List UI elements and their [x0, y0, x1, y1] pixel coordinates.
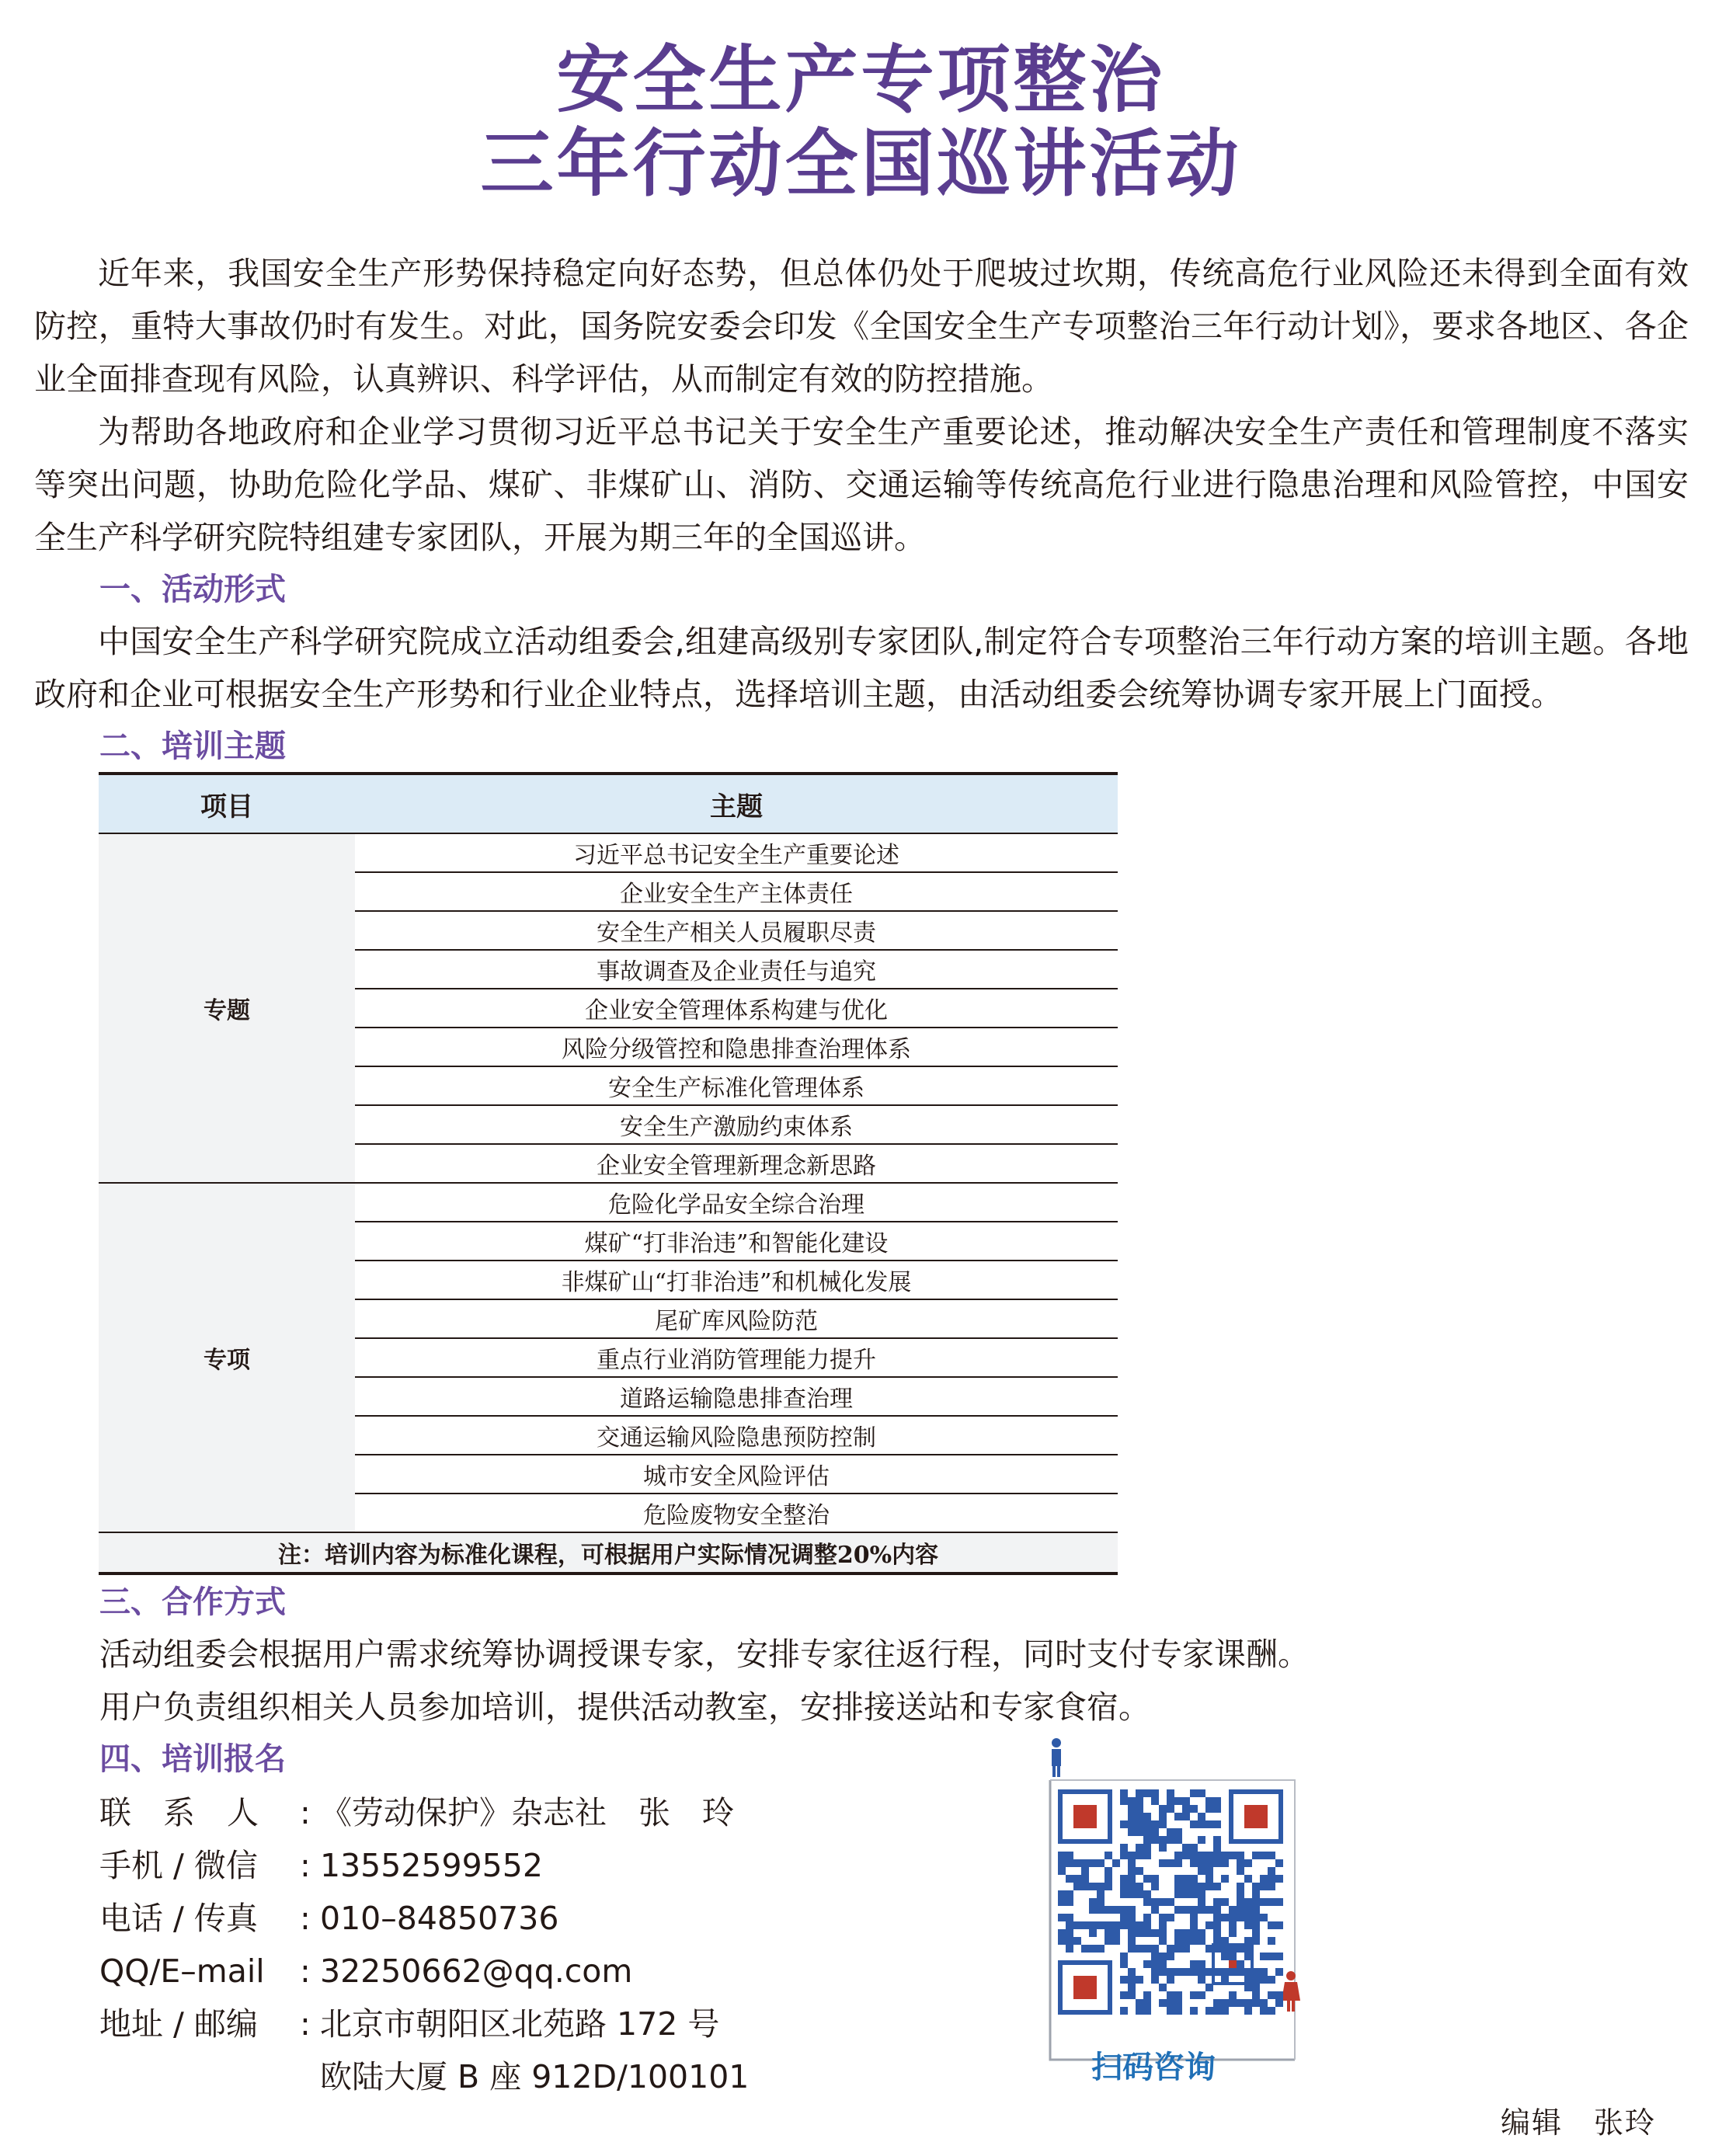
contact-email[interactable]: 32250662@qq.com	[320, 1953, 633, 1990]
section2-heading: 二、培训主题	[99, 729, 286, 764]
page-title	[0, 39, 1722, 207]
contact-sep: :	[300, 2005, 311, 2043]
contact-list	[99, 1786, 749, 2103]
table-header-topic: 主题	[355, 774, 1118, 833]
table-topic-cell: 安全生产标准化管理体系	[355, 1066, 1118, 1105]
table-row	[99, 1183, 1118, 1222]
table-topic-cell: 城市安全风险评估	[355, 1455, 1118, 1494]
table-topic-cell: 重点行业消防管理能力提升	[355, 1338, 1118, 1377]
table-topic-cell: 道路运输隐患排查治理	[355, 1377, 1118, 1416]
contact-row	[99, 2050, 749, 2103]
section4-heading: 四、培训报名	[99, 1741, 286, 1777]
contact-sep	[300, 2050, 320, 2103]
editor-credit: 编辑 张玲	[1501, 2106, 1657, 2140]
section3	[34, 1577, 1689, 1785]
section3-line-2: 用户负责组织相关人员参加培训，提供活动教室，安排接送站和专家食宿。	[99, 1688, 1150, 1726]
intro-paragraph-2: 为帮助各地政府和企业学习贯彻习近平总书记关于安全生产重要论述，推动解决安全生产责任和管理制度不落实等突出问题，协助危险化学品、煤矿、非煤矿山、消防、交通运输等传统高危行业进行隐患治理和风险管控，中国安全生产科学研究院特组建专家团队，开展为期三年的全国巡讲。	[34, 413, 1689, 556]
contact-person: 《劳动保护》杂志社 张 玲	[320, 1794, 734, 1831]
table-row	[99, 833, 1118, 872]
contact-phone[interactable]: 010–84850736	[320, 1900, 559, 1937]
table-topic-cell: 危险化学品安全综合治理	[355, 1183, 1118, 1222]
contact-label: 联 系 人	[99, 1794, 259, 1831]
table-header-category: 项目	[99, 774, 355, 833]
section1-heading: 一、活动形式	[99, 572, 286, 607]
contact-label: 手机 / 微信	[99, 1847, 258, 1884]
table-topic-cell: 安全生产相关人员履职尽责	[355, 911, 1118, 950]
table-body	[99, 833, 1118, 1574]
section3-line-1: 活动组委会根据用户需求统筹协调授课专家，安排专家往返行程，同时支付专家课酬。	[99, 1636, 1310, 1673]
table-topic-cell: 企业安全管理新理念新思路	[355, 1144, 1118, 1183]
section1-text: 中国安全生产科学研究院成立活动组委会,组建高级别专家团队,制定符合专项整治三年行动方案的培训主题。各地政府和企业可根据安全生产形势和行业企业特点，选择培训主题，由活动组委会统筹协调专家开展上门面授。	[34, 623, 1689, 713]
contact-row	[99, 1998, 749, 2050]
person-icon	[1052, 1738, 1061, 1777]
contact-row	[99, 1945, 749, 1998]
contact-mobile[interactable]: 13552599552	[320, 1847, 543, 1884]
contact-address-line-2: 欧陆大厦 B 座 912D/100101	[320, 2058, 750, 2095]
table-topic-cell: 非煤矿山“打非治违”和机械化发展	[355, 1261, 1118, 1299]
table-category-cell: 专项	[99, 1183, 355, 1532]
table-topic-cell: 安全生产激励约束体系	[355, 1105, 1118, 1144]
table-category-cell: 专题	[99, 833, 355, 1183]
table-topic-cell: 习近平总书记安全生产重要论述	[355, 833, 1118, 872]
contact-label: QQ/E–mail	[99, 1953, 265, 1990]
table-topic-cell: 危险废物安全整治	[355, 1494, 1118, 1532]
contact-sep: :	[300, 1900, 311, 1937]
qr-caption: 扫码咨询	[1091, 2049, 1216, 2085]
qr-code-icon	[1027, 1733, 1306, 2091]
contact-row	[99, 1839, 749, 1892]
contact-label: 电话 / 传真	[99, 1900, 258, 1937]
contact-label: 地址 / 邮编	[99, 2005, 258, 2043]
title-line-1: 安全生产专项整治	[556, 38, 1166, 123]
contact-row	[99, 1892, 749, 1945]
table-note: 注：培训内容为标准化课程，可根据用户实际情况调整20%内容	[99, 1532, 1118, 1574]
contact-sep: :	[300, 1847, 311, 1884]
section3-heading: 三、合作方式	[99, 1584, 286, 1620]
intro-section	[34, 247, 1689, 772]
table-topic-cell: 风险分级管控和隐患排查治理体系	[355, 1028, 1118, 1066]
table-topic-cell: 企业安全管理体系构建与优化	[355, 989, 1118, 1028]
contact-sep: :	[300, 1953, 311, 1990]
table-topic-cell: 煤矿“打非治违”和智能化建设	[355, 1222, 1118, 1261]
table-topic-cell: 交通运输风险隐患预防控制	[355, 1416, 1118, 1455]
intro-paragraph-1: 近年来，我国安全生产形势保持稳定向好态势，但总体仍处于爬坡过坎期，传统高危行业风险还未得到全面有效防控，重特大事故仍时有发生。对此，国务院安委会印发《全国安全生产专项整治三年行动计划》，要求各地区、各企业全面排查现有风险，认真辨识、科学评估，从而制定有效的防控措施。	[34, 255, 1689, 398]
table-topic-cell: 企业安全生产主体责任	[355, 872, 1118, 911]
table-note-row	[99, 1532, 1118, 1574]
contact-address: 北京市朝阳区北苑路 172 号	[320, 2005, 720, 2043]
table-topic-cell: 事故调查及企业责任与追究	[355, 950, 1118, 989]
contact-row	[99, 1786, 749, 1839]
table-topic-cell: 尾矿库风险防范	[355, 1299, 1118, 1338]
title-line-2: 三年行动全国巡讲活动	[480, 122, 1242, 207]
person-icon	[1282, 1971, 1300, 2012]
contact-sep: :	[300, 1794, 311, 1831]
qr-code[interactable]	[1027, 1733, 1306, 2091]
training-topics-table	[99, 772, 1118, 1575]
contact-label	[99, 2050, 300, 2103]
